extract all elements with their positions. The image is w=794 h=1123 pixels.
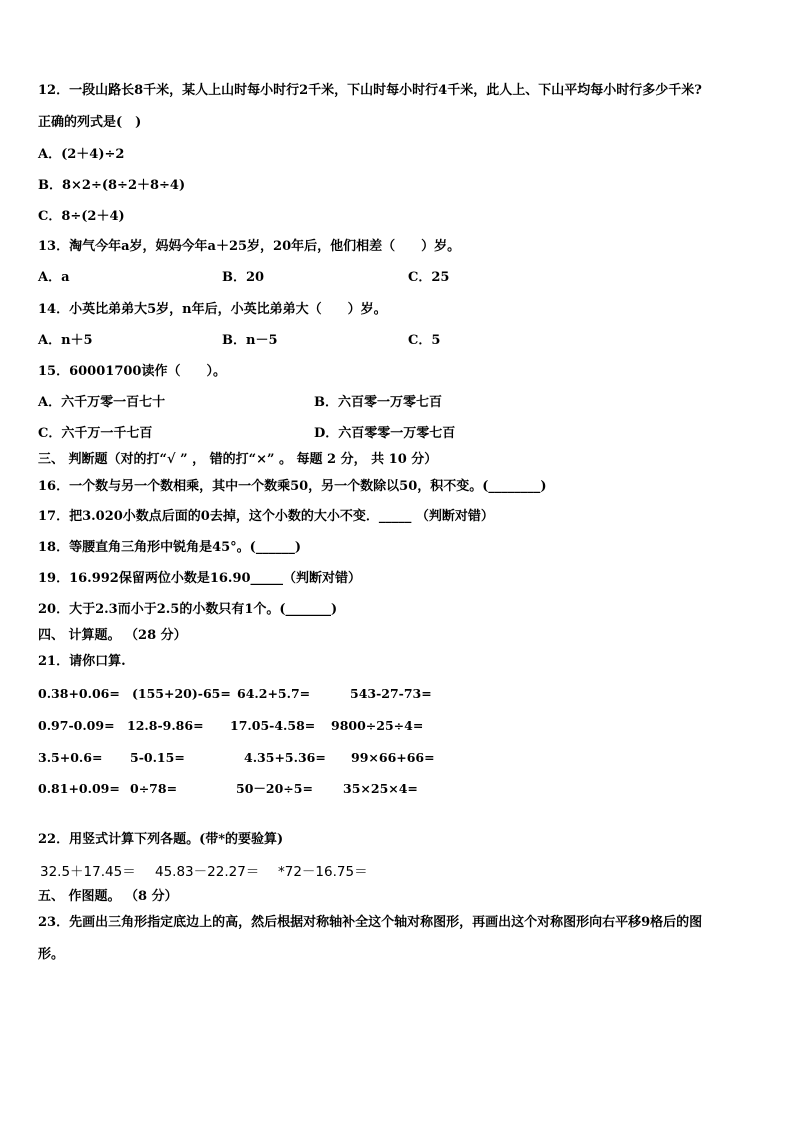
q13-text: 13．淘气今年a岁，妈妈今年a＋25岁，20年后，他们相差（ ）岁。 (38, 239, 461, 254)
calc-item: 543-27-73= (350, 686, 432, 701)
q15-text: 15．60001700读作（ ）。 (38, 364, 226, 379)
calc-item: 4.35+5.36= (244, 750, 326, 765)
q15-option-b: B．六百零一万零七百 (314, 395, 442, 410)
q22-item-3: *72－16.75＝ (278, 864, 368, 880)
q23-text: 23．先画出三角形指定底边上的高，然后根据对称轴补全这个轴对称图形，再画出这个对称图形向右平移9格后的图 (38, 915, 703, 930)
q20-text: 20．大于2.3而小于2.5的小数只有1个。(_______) (38, 602, 338, 617)
q12-text: 12．一段山路长8千米，某人上山时每小时行2千米，下山时每小时行4千米，此人上、下山平均每小时行多少千米? (38, 83, 702, 98)
q15-option-a: A．六千万零一百七十 (38, 395, 166, 410)
q12-option-b: B．8×2÷(8÷2＋8÷4) (38, 178, 186, 193)
q21-text: 21．请你口算. (38, 654, 126, 669)
calc-item: 0.38+0.06= (38, 686, 120, 701)
q23-text-cont: 形。 (38, 947, 65, 962)
calc-item: 0.97-0.09= (38, 718, 115, 733)
q16-text: 16．一个数与另一个数相乘，其中一个数乘50，另一个数除以50，积不变。(________) (38, 479, 547, 494)
q13-option-a: A．a (38, 270, 70, 285)
q13-option-b: B．20 (222, 270, 265, 285)
calc-item: 9800÷25÷4= (331, 718, 424, 733)
calc-item: (155+20)-65= (132, 686, 231, 701)
calc-item: 99×66+66= (351, 750, 435, 765)
q13-option-c: C．25 (408, 270, 450, 285)
q17-text: 17．把3.020小数点后面的0去掉，这个小数的大小不变．_____ （判断对错） (38, 509, 494, 524)
q22-text: 22．用竖式计算下列各题。(带*的要验算) (38, 832, 284, 847)
calc-item: 3.5+0.6= (38, 750, 103, 765)
q15-option-d: D．六百零零一万零七百 (314, 426, 456, 441)
q14-text: 14．小英比弟弟大5岁，n年后，小英比弟弟大（ ）岁。 (38, 302, 387, 317)
q12-prompt: 正确的列式是( ) (38, 115, 142, 130)
calc-item: 35×25×4= (343, 781, 418, 796)
q19-text: 19．16.992保留两位小数是16.90_____（判断对错） (38, 571, 362, 586)
q12-option-c: C．8÷(2＋4) (38, 209, 125, 224)
section-4-heading: 四、 计算题。 （28 分） (38, 628, 187, 643)
q14-option-a: A．n＋5 (38, 333, 93, 348)
q18-text: 18．等腰直角三角形中锐角是45°。(______) (38, 540, 301, 555)
q15-option-c: C．六千万一千七百 (38, 426, 153, 441)
q22-item-1: 32.5＋17.45＝ (40, 864, 136, 880)
calc-item: 5-0.15= (130, 750, 185, 765)
q14-option-b: B．n－5 (222, 333, 278, 348)
calc-item: 17.05-4.58= (230, 718, 316, 733)
section-3-heading: 三、 判断题（对的打“√ ” ， 错的打“×” 。 每题 2 分， 共 10 分） (38, 452, 438, 467)
calc-item: 64.2+5.7= (237, 686, 311, 701)
calc-item: 0÷78= (130, 781, 178, 796)
calc-item: 50－20÷5= (236, 781, 313, 796)
q14-option-c: C．5 (408, 333, 441, 348)
calc-item: 12.8-9.86= (127, 718, 204, 733)
q22-item-2: 45.83－22.27＝ (155, 864, 260, 880)
q12-option-a: A．(2＋4)÷2 (38, 147, 125, 162)
section-5-heading: 五、 作图题。 （8 分） (38, 889, 178, 904)
calc-item: 0.81+0.09= (38, 781, 120, 796)
